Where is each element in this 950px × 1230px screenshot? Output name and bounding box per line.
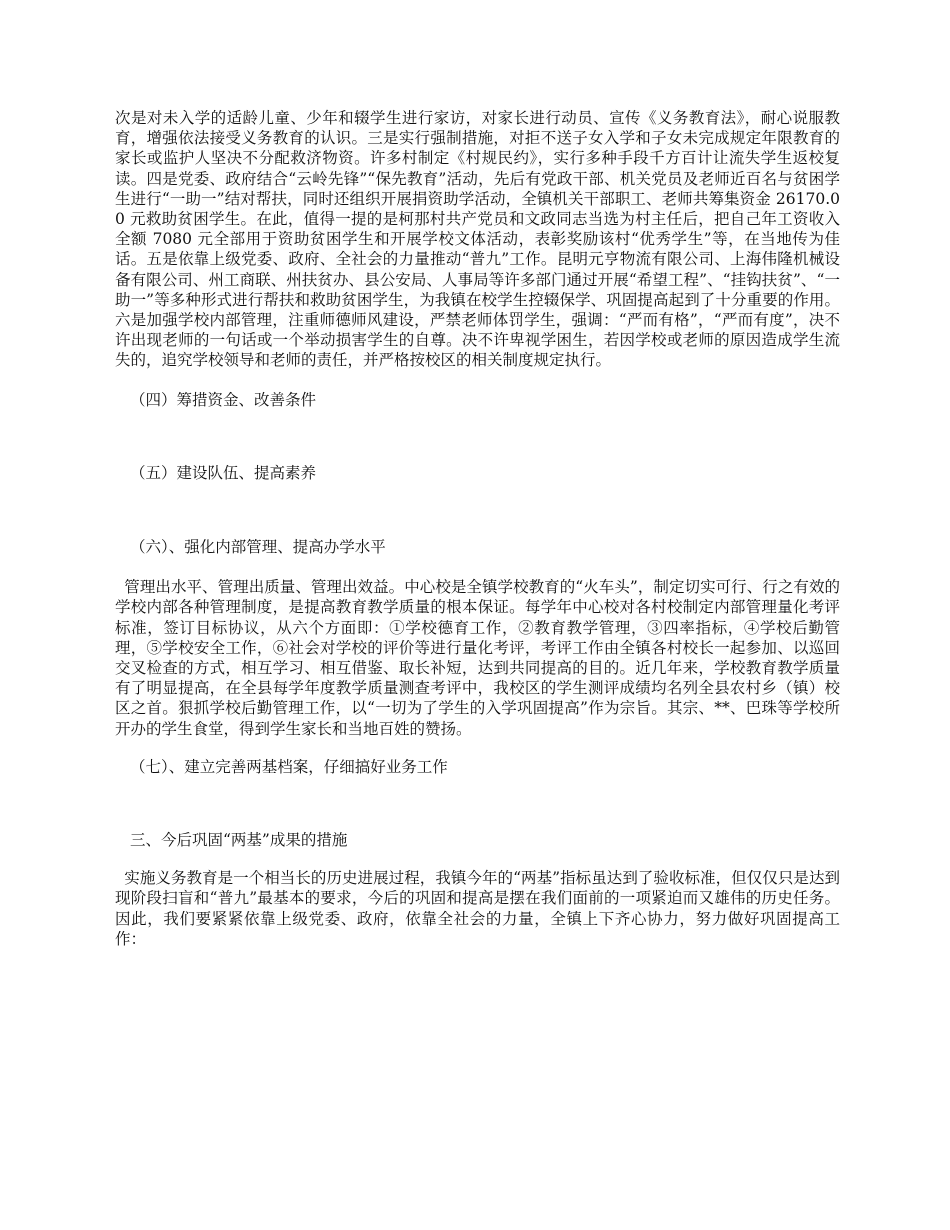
section-heading-archives: （七）、建立完善两基档案，仔细搞好业务工作 [130, 757, 448, 776]
section-heading-funding: （四）筹措资金、改善条件 [130, 390, 317, 409]
body-paragraph-measures: 次是对未入学的适龄儿童、少年和辍学生进行家访，对家长进行动员、宣传《义务教育法》，耐心说服教育，增强依法接受义务教育的认识。三是实行强制措施，对拒不送子女入学和子女未完成规定年限教育的家长或监护人坚决不分配救济物资。许多村制定《村规民约》，实行多种手段千方百计让流失学生返校复读。四是党委、政府结合“云岭先锋”“保先教育”活动，先后有党政干部、机关党员及老师近百名与贫困学生进行“一助一”结对帮扶，同时还组织开展捐资助学活动，全镇机关干部职工、老师共筹集资金 26170.00 元救助贫困学生。在此，值得一提的是柯那村共产党员和文政同志当选为村主任后，把自己年工资收入全额 7080 元全部用于资助贫困学生和开展学校文体活动，表彰奖励该村“优秀学生”等，在当地传为佳话。五是依靠上级党委、政府、全社会的力量推动“普九”工作。昆明元亨物流有限公司、上海伟隆机械设备有限公司、州工商联、州扶贫办、县公安局、人事局等许多部门通过开展“希望工程”、“挂钩扶贫”、“一助一”等多种形式进行帮扶和救助贫困学生，为我镇在校学生控辍保学、巩固提高起到了十分重要的作用。六是加强学校内部管理，注重师德师风建设，严禁老师体罚学生，强调：“严而有格”，“严而有度”，决不许出现老师的一句话或一个举动损害学生的自尊。决不许卑视学困生，若因学校或老师的原因造成学生流失的，追究学校领导和老师的责任，并严格按校区的相关制度规定执行。 [115, 109, 840, 370]
body-paragraph-future: 实施义务教育是一个相当长的历史进展过程，我镇今年的“两基”指标虽达到了验收标准，但仅仅只是达到现阶段扫盲和“普九”最基本的要求，今后的巩固和提高是摆在我们面前的一项紧迫而又雄伟的历史任务。因此，我们要紧紧依靠上级党委、政府，依靠全社会的力量，全镇上下齐心协力，努力做好巩固提高工作： [115, 869, 840, 948]
section-heading-teachers: （五）建设队伍、提高素养 [130, 463, 317, 482]
document-page [115, 108, 840, 949]
body-paragraph-management: 管理出水平、管理出质量、管理出效益。中心校是全镇学校教育的“火车头”，制定切实可行、行之有效的学校内部各种管理制度，是提高教育教学质量的根本保证。每学年中心校对各村校制定内部管理量化考评标准，签订目标协议，从六个方面即：①学校德育工作，②教育教学管理，③四率指标，④学校后勤管理，⑤学校安全工作，⑥社会对学校的评价等进行量化考评，考评工作由全镇各村校长一起参加、以巡回交叉检查的方式，相互学习、相互借鉴、取长补短，达到共同提高的目的。近几年来，学校教育教学质量有了明显提高，在全县每学年度教学质量测查考评中，我校区的学生测评成绩均名列全县农村乡（镇）校区之首。狠抓学校后勤管理工作，以“一切为了学生的入学巩固提高”作为宗旨。其宗、**、巴珠等学校所开办的学生食堂，得到学生家长和当地百姓的赞扬。 [115, 578, 840, 738]
section-heading-management: （六）、强化内部管理、提高办学水平 [130, 538, 386, 557]
section-heading-future-measures: 三、今后巩固“两基”成果的措施 [130, 831, 348, 850]
